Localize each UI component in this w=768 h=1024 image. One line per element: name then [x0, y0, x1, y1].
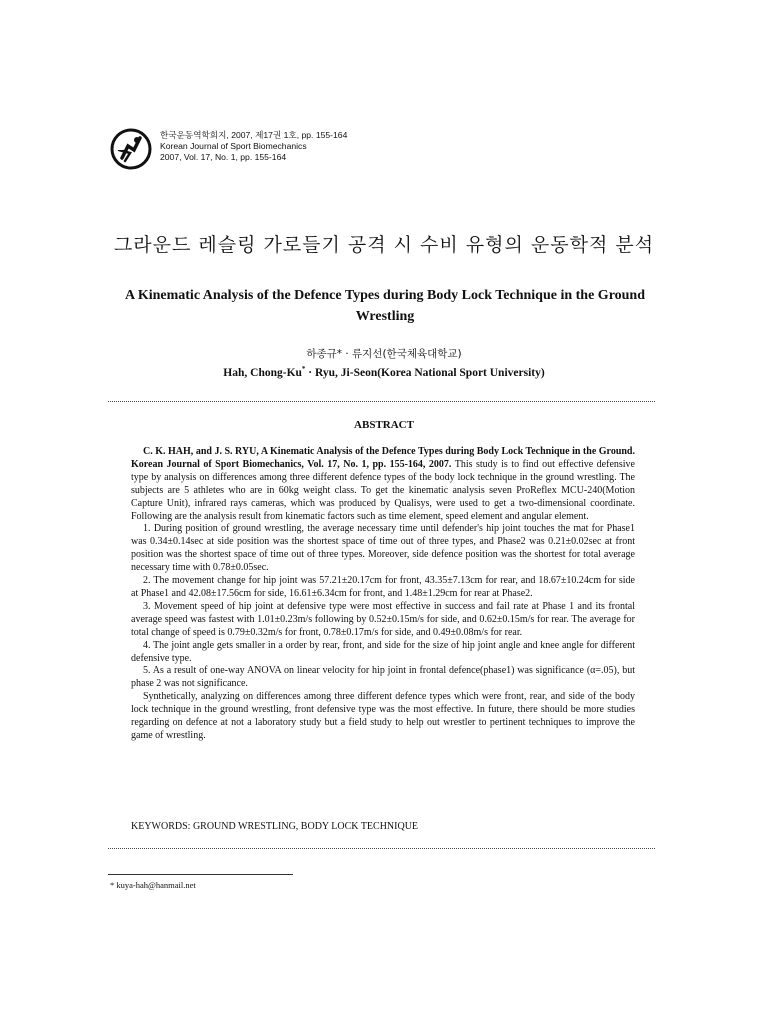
- abstract-point-5: 5. As a result of one-way ANOVA on linear velocity for hip joint in frontal defence(phase1) was significance (α=.05), but phase 2 was not significance.: [131, 665, 635, 690]
- abstract-intro: [131, 446, 635, 523]
- abstract-point-1: 1. During position of ground wrestling, the average necessary time until defender's hip joint touches the mat for Phase1 was 0.34±0.14sec at side position was the shortest space of time out of three types, and Phase2 was 0.21±0.02sec at front position was the shortest space of time out of three types. Moreover, side defence position was the shortest for total average necessary time with 0.78±0.05sec.: [131, 523, 635, 574]
- abstract-intro-text: This study is to find out effective defensive type by analysis on differences among three different defence types of the body lock technique in the ground wrestling. The subjects are 5 athletes who are in 60kg weight class. To get the kinematic analysis seven ProReflex MCU-240(Motion Capture Unit), infrared rays cameras, which was produced by Qualisys, were used to get a two-dimensional coordinate. Following are the analysis result from kinematic factors such as time element, speed element and angular element.: [131, 458, 635, 522]
- journal-line-vol: 2007, Vol. 17, No. 1, pp. 155-164: [160, 152, 287, 163]
- authors-english: [0, 365, 768, 379]
- title-english: A Kinematic Analysis of the Defence Types during Body Lock Technique in the Ground Wrestling: [124, 288, 646, 324]
- journal-line-ko: 한국운동역학회지, 2007, 제17권 1호, pp. 155-164: [160, 130, 348, 140]
- top-dotted-divider: [108, 401, 655, 402]
- keywords: KEYWORDS: GROUND WRESTLING, BODY LOCK TECHNIQUE: [131, 821, 419, 832]
- author-name-1: Hah, Chong-Ku: [223, 366, 302, 379]
- abstract-heading: ABSTRACT: [354, 419, 414, 431]
- author-rest: · Ryu, Ji-Seon(Korea National Sport University): [305, 366, 545, 379]
- title-korean: 그라운드 레슬링 가로들기 공격 시 수비 유형의 운동학적 분석: [113, 234, 655, 256]
- abstract-point-3: 3. Movement speed of hip joint at defensive type were most effective in success and fail rate at Phase 1 and its frontal average speed was fastest with 1.01±0.23m/s following by 0.52±0.15m/s for side, and 0.62±0.15m/s for rear. The average for total change of speed is 0.79±0.32m/s for front, 0.78±0.17m/s for side, and 0.49±0.08m/s for rear.: [131, 600, 635, 638]
- authors-korean: 하종규* · 류지선(한국체육대학교): [306, 348, 462, 360]
- abstract-point-4: 4. The joint angle gets smaller in a order by rear, front, and side for the size of hip joint angle and knee angle for different defensive type.: [131, 639, 635, 664]
- journal-line-en: Korean Journal of Sport Biomechanics: [160, 141, 307, 152]
- abstract-citation: C. K. HAH, and J. S. RYU, A Kinematic Analysis of the Defence Types during Body Lock Technique in the Ground. Korean Journal of Sport Biomechanics, Vol. 17, No. 1, pp. 155-164, 2007.: [131, 446, 635, 470]
- abstract-body: [131, 446, 635, 743]
- abstract-conclusion: Synthetically, analyzing on differences among three different defence types which were front, rear, and side of the body lock technique in the ground wrestling, front defensive type was the most effective. In future, there should be more studies regarding on defence at not a laboratory study but a field study to help out wrestler to pertinent techniques to improve the game of wrestling.: [131, 691, 635, 741]
- bottom-dotted-divider: [108, 848, 655, 849]
- journal-logo-icon: [110, 128, 152, 170]
- abstract-point-2: 2. The movement change for hip joint was 57.21±20.17cm for front, 43.35±7.13cm for rear, and 18.67±10.24cm for side at Phase1 and 42.08±17.56cm for side, 16.61±6.34cm for front, and 1.48±1.29cm for rear at Phase2.: [131, 575, 635, 599]
- journal-header: [110, 128, 347, 170]
- footnote-email: * kuya-hah@hanmail.net: [110, 880, 196, 890]
- footnote-divider: [108, 874, 293, 875]
- corresponding-mark: *: [301, 365, 306, 373]
